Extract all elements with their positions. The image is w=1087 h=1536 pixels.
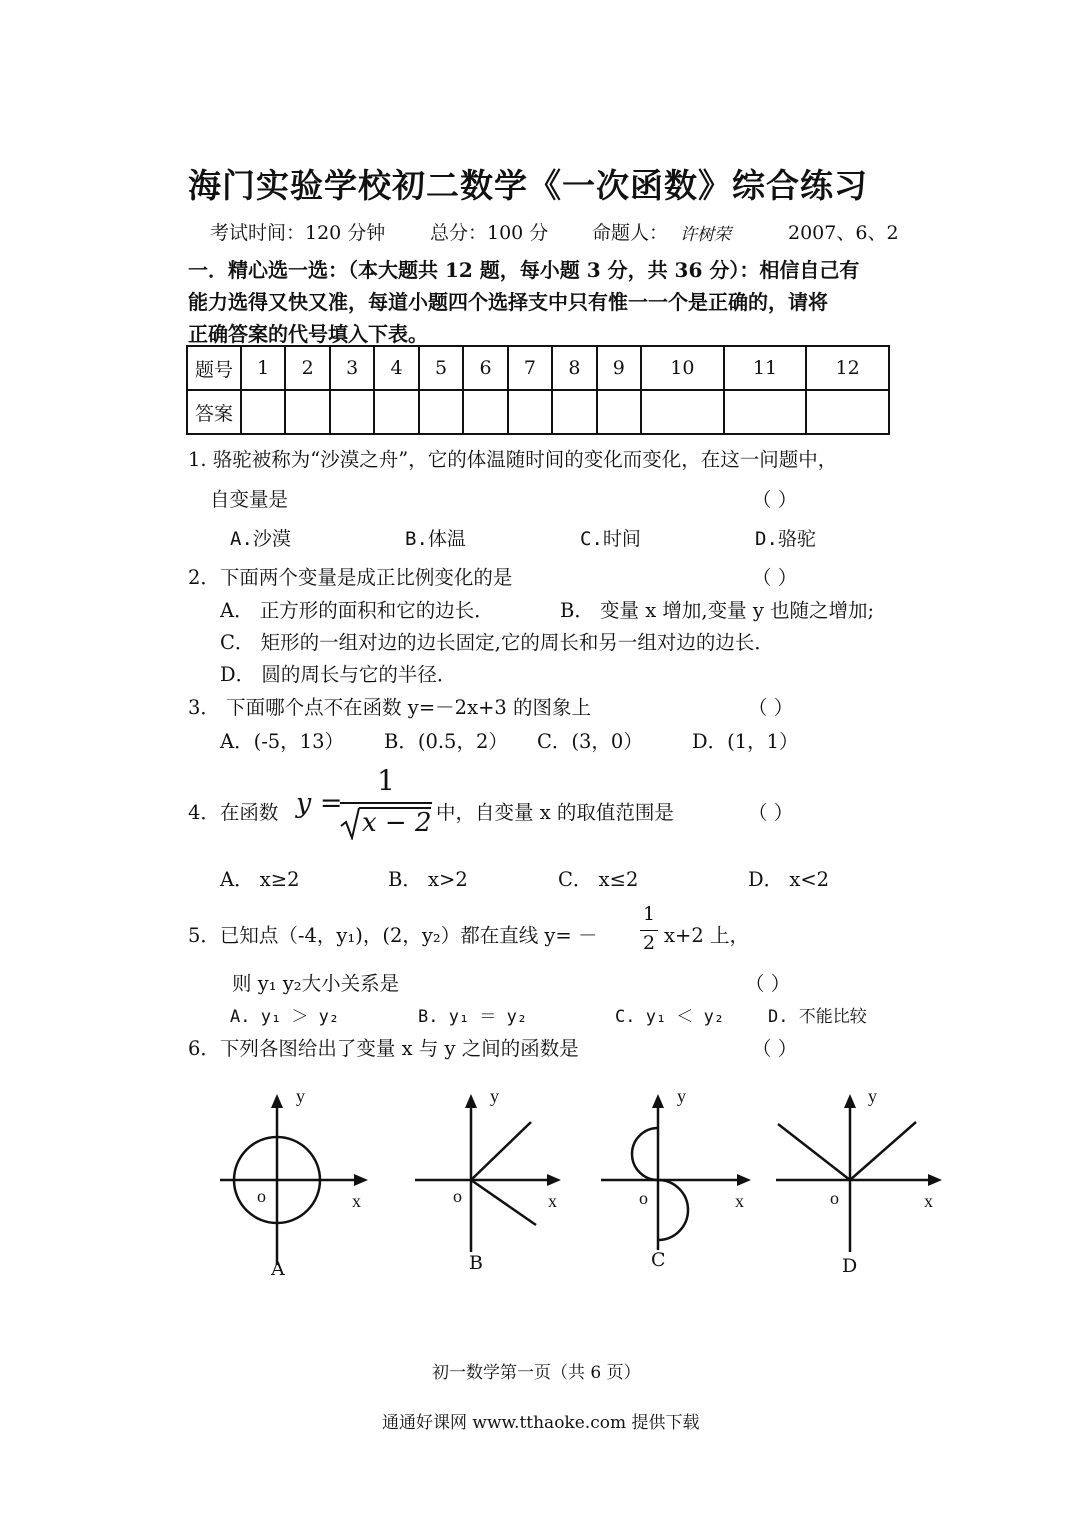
answer-cell[interactable] — [285, 390, 329, 434]
graph-d-y-arrow — [844, 1094, 856, 1108]
graph-d-left-ray — [778, 1124, 850, 1180]
page-footer: 初一数学第一页（共 6 页） — [432, 1363, 641, 1383]
q3-option-a: A．(-5，13） — [220, 730, 344, 753]
q1-stem-line2: 自变量是 — [210, 488, 289, 511]
graph-c-upper-semicircle — [632, 1128, 658, 1180]
question-number-cell: 8 — [552, 346, 596, 390]
q4-fraction-bar — [340, 802, 432, 804]
question-number-cell: 7 — [508, 346, 552, 390]
page-title: 海门实验学校初二数学《一次函数》综合练习 — [188, 166, 868, 205]
q2-option-b: B． 变量 x 增加,变量 y 也随之增加; — [560, 599, 875, 622]
question-number-cell: 11 — [724, 346, 807, 390]
q4-option-c: C． x≤2 — [558, 868, 639, 891]
q4-option-d: D． x<2 — [748, 868, 830, 891]
answer-cell[interactable] — [597, 390, 641, 434]
q5-stem-part1: 5．已知点（-4，y₁)，(2，y₂）都在直线 y= － — [188, 924, 598, 947]
graph-d-x-arrow — [928, 1174, 942, 1186]
q2-option-c: C． 矩形的一组对边的边长固定,它的周长和另一组对边的边长． — [220, 631, 774, 654]
exam-date: 2007、6、2 — [788, 222, 899, 244]
q6-stem: 6．下列各图给出了变量 x 与 y 之间的函数是 — [188, 1037, 579, 1060]
exam-time: 考试时间：120 分钟 — [210, 222, 386, 244]
answer-cell[interactable] — [463, 390, 507, 434]
question-number-cell: 12 — [806, 346, 889, 390]
q4-radical-sign — [340, 806, 360, 840]
graph-d-right-ray — [850, 1122, 916, 1180]
graph-a-y-label: y — [296, 1086, 305, 1106]
q4-option-a: A． x≥2 — [220, 868, 300, 891]
graph-c-y-arrow — [652, 1094, 664, 1108]
graph-b-y-arrow — [465, 1094, 477, 1108]
question-number-cell: 4 — [374, 346, 418, 390]
graph-d — [770, 1080, 945, 1255]
answer-cell[interactable] — [241, 390, 285, 434]
q1-option-d: D.骆驼 — [755, 528, 816, 550]
q5-option-b: B. y₁ ＝ y₂ — [418, 1007, 528, 1027]
graph-c-y-label: y — [677, 1086, 686, 1106]
section-heading-line2: 能力选得又快又准，每道小题四个选择支中只有惟一一个是正确的，请将 — [188, 290, 828, 314]
q4-option-b: B． x>2 — [388, 868, 468, 891]
graph-a-x-arrow — [354, 1174, 368, 1186]
answer-cell[interactable] — [641, 390, 724, 434]
question-number-cell: 10 — [641, 346, 724, 390]
graph-d-y-label: y — [868, 1086, 877, 1106]
q3-option-c: C．(3，0） — [537, 730, 643, 753]
graph-d-x-label: x — [924, 1191, 933, 1211]
graph-c-lower-semicircle — [658, 1180, 688, 1240]
graph-d-caption: D — [842, 1255, 858, 1277]
section-heading-line1: 一．精心选一选：（本大题共 12 题，每小题 3 分，共 36 分）：相信自己有 — [188, 258, 860, 282]
author-name: 许树荣 — [680, 225, 731, 245]
graph-d-origin-label: o — [830, 1188, 839, 1208]
q2-answer-blank[interactable]: （ ） — [752, 566, 798, 589]
q3-stem: 3． 下面哪个点不在函数 y=－2x+3 的图象上 — [188, 696, 592, 719]
total-score: 总分：100 分 — [430, 222, 549, 244]
q1-option-a: A.沙漠 — [230, 528, 291, 550]
q4-answer-blank[interactable]: （ ） — [748, 801, 794, 824]
question-number-cell: 5 — [419, 346, 463, 390]
answer-cell[interactable] — [374, 390, 418, 434]
q5-answer-blank[interactable]: （ ） — [745, 972, 791, 995]
answer-cell[interactable] — [419, 390, 463, 434]
answer-cell[interactable] — [724, 390, 807, 434]
graph-c-caption: C — [651, 1249, 666, 1271]
answer-cell[interactable] — [508, 390, 552, 434]
author-label: 命题人： — [592, 222, 669, 244]
graph-b-y-label: y — [490, 1086, 499, 1106]
q3-option-b: B．(0.5，2） — [384, 730, 508, 753]
graph-a — [210, 1080, 370, 1280]
q2-option-d: D． 圆的周长与它的半径． — [220, 663, 457, 686]
q1-option-c: C.时间 — [580, 528, 641, 550]
graph-b-x-label: x — [548, 1191, 557, 1211]
answer-cell[interactable] — [552, 390, 596, 434]
q2-stem: 2．下面两个变量是成正比例变化的是 — [188, 566, 513, 589]
q5-fraction-numerator: 1 — [642, 903, 656, 925]
q4-y-equals: y = — [296, 788, 343, 819]
q4-prefix: 4．在函数 — [188, 801, 279, 824]
section-heading-line3: 正确答案的代号填入下表。 — [188, 322, 428, 346]
graph-b-upper-ray — [471, 1122, 531, 1180]
graph-b-lower-ray — [471, 1180, 536, 1225]
graph-a-y-arrow — [271, 1094, 283, 1108]
question-number-cell: 3 — [330, 346, 374, 390]
q1-stem-line1: 1. 骆驼被称为“沙漠之舟”，它的体温随时间的变化而变化，在这一问题中， — [188, 448, 838, 471]
q5-fraction-denominator: 2 — [642, 932, 656, 954]
graph-c — [595, 1080, 760, 1255]
q4-radicand: x − 2 — [362, 808, 432, 838]
q2-option-a: A． 正方形的面积和它的边长． — [220, 599, 494, 622]
graph-a-caption: A — [271, 1258, 285, 1280]
question-number-cell: 2 — [285, 346, 329, 390]
q5-stem-part2: x+2 上， — [664, 924, 749, 947]
q5-option-d: D. 不能比较 — [768, 1007, 867, 1027]
q4-numerator: 1 — [377, 764, 395, 797]
graph-b-caption: B — [469, 1252, 483, 1274]
answer-cell[interactable] — [806, 390, 889, 434]
question-number-cell: 6 — [463, 346, 507, 390]
q1-option-b: B.体温 — [405, 528, 466, 550]
q6-answer-blank[interactable]: （ ） — [752, 1037, 798, 1060]
row-label-answer: 答案 — [187, 390, 241, 434]
q5-option-c: C. y₁ ＜ y₂ — [615, 1007, 725, 1027]
q5-fraction-bar — [640, 930, 658, 931]
answer-cell[interactable] — [330, 390, 374, 434]
graph-b — [405, 1080, 570, 1255]
graph-a-x-label: x — [352, 1191, 361, 1211]
q3-option-d: D．(1，1） — [692, 730, 799, 753]
graph-a-origin-label: o — [257, 1186, 266, 1206]
q5-option-a: A. y₁ ＞ y₂ — [230, 1007, 340, 1027]
answer-row — [187, 390, 889, 434]
row-label-number: 题号 — [187, 346, 241, 390]
graph-b-origin-label: o — [453, 1186, 462, 1206]
question-number-cell: 9 — [597, 346, 641, 390]
q5-stem-line2: 则 y₁ y₂大小关系是 — [232, 972, 400, 995]
q4-suffix: 中，自变量 x 的取值范围是 — [436, 801, 674, 824]
question-number-cell: 1 — [241, 346, 285, 390]
q3-answer-blank[interactable]: （ ） — [748, 696, 794, 719]
q1-answer-blank[interactable]: （ ） — [752, 488, 798, 511]
graph-b-x-arrow — [547, 1174, 561, 1186]
source-credit: 通通好课网 www.tthaoke.com 提供下载 — [382, 1413, 700, 1433]
graph-c-x-label: x — [735, 1191, 744, 1211]
graph-c-x-arrow — [737, 1174, 751, 1186]
question-number-row — [187, 346, 889, 390]
graph-c-origin-label: o — [639, 1188, 648, 1208]
answer-table — [186, 345, 890, 435]
